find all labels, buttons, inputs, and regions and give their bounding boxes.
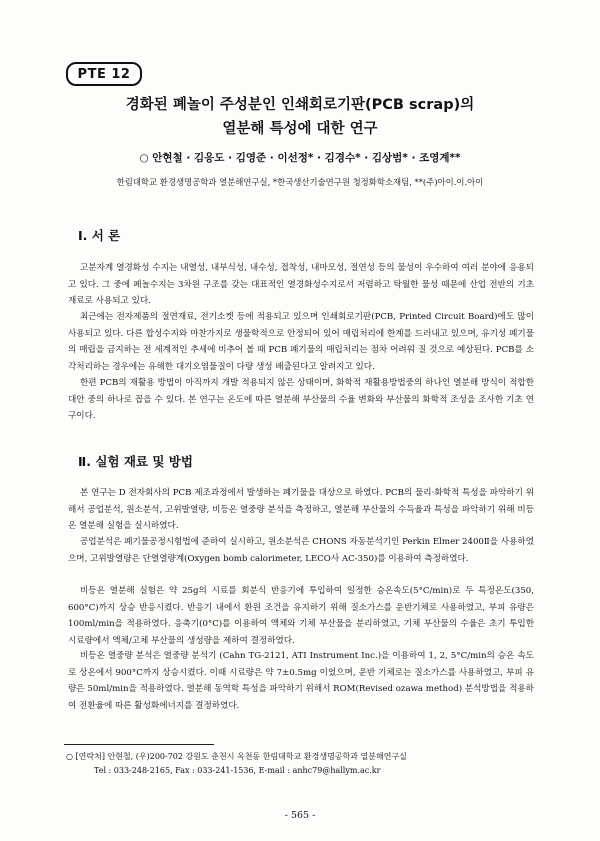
paper-title-line-2: 열분해 특성에 대한 연구: [222, 121, 378, 137]
author-list: ○ 안현철 · 김응도 · 김영준 · 이선정* · 김경수* · 김상범* · 조영계**: [139, 152, 461, 164]
footnote-divider: [64, 744, 214, 745]
page-number: - 565 -: [284, 810, 316, 821]
body-paragraph: 최근에는 전자제품의 절연재료, 전기소켓 등에 적용되고 있으며 인쇄회로기판(PCB, Printed Circuit Board)에도 많이 사용되고 있다. 다른 합성수지와 마찬가지로 생물학적으로 안정되어 있어 매립처리에 한계를 드러내고 있으며, 유기성 폐기물의 매립을 금지하는 전 세계적인 추세에 비추어 볼 때 PCB 폐기물의 매립처리는 점차 어려워 질 것으로 예상된다. PCB를 소각처리하는 경우에는 유해한 대기오염물질이 다량 생성 배출된다고 알려지고 있다.: [68, 312, 534, 372]
body-paragraph: 비등온 열중량 분석은 열중량 분석기 (Cahn TG-2121, ATI Instrument Inc.)을 이용하여 1, 2, 5°C/min의 승온 속도로 상온에서 900°C까지 상승시켰다. 이때 시료량은 약 7±0.5mg 이었으며, 운반 기체로는 질소가스를 사용하였고, 부피 유량은 50ml/min을 적용하였다. 열분해 동역학 특성을 파악하기 위해서 ROM(Revised ozawa method) 분석방법을 적용하여 전환율에 따른 활성화에너지를 결정하였다.: [68, 651, 534, 711]
section-heading-introduction: Ⅰ. 서 론: [78, 228, 121, 243]
body-paragraph: 비등온 열분해 실험은 약 25g의 시료를 회분식 반응기에 투입하여 일정한 승온속도(5°C/min)로 두 특정온도(350, 600°C)까지 상승 반응시켰다. 반응기 내에서 환원 조건을 유지하기 위해 질소가스를 운반기체로 사용하였고, 부피 유량은 100ml/min을 적용하였다. 응축기(0°C)를 이용하여 액체와 기체 부산물을 분리하였고, 기체 부산물의 수율은 초기 투입한 시료량에서 액체/고체 부산물의 생성량을 제하여 결정하였다.: [68, 586, 534, 646]
section-heading-methods: Ⅱ. 실험 재료 및 방법: [78, 454, 193, 469]
footnote-contact: ○ [연락처] 안현철, (우)200-702 강원도 춘천시 옥천동 한림대학교 환경생명공학과 열분해연구실: [66, 752, 407, 761]
paper-title-line-1: 경화된 폐놀이 주성분인 인쇄회로기판(PCB scrap)의: [125, 97, 475, 113]
footnote-phone-email: Tel : 033-248-2165, Fax : 033-241-1536, E-mail : anhc79@hallym.ac.kr: [94, 766, 381, 775]
body-paragraph: 공업분석은 폐기물공정시험법에 준하여 실시하고, 원소분석은 CHONS 자동분석기인 Perkin Elmer 2400Ⅱ을 사용하였으며, 고위발열량은 단열열량계(Oxygen bomb calorimeter, LECO사 AC-350)를 이용하여 측정하였다.: [68, 537, 534, 564]
affiliation-line: 한림대학교 환경생명공학과 열분해연구실, *한국생산기술연구원 청정화학소재팀, **(주)아이.이.아이: [116, 177, 484, 187]
session-badge: PTE 12: [66, 62, 142, 86]
body-paragraph: 고분자계 열경화성 수지는 내열성, 내부식성, 내수성, 접착성, 내마모성, 절연성 등의 물성이 우수하여 여러 분야에 응용되고 있다. 그 중에 페놀수지는 3차원 구조를 갖는 대표적인 열경화성수지로서 저렴하고 탁월한 물성 때문에 산업 전반의 기초재료로 사용되고 있다.: [68, 263, 534, 307]
body-paragraph: 한편 PCB의 재활용 방법이 아직까지 개발 적용되지 않은 상태이며, 화학적 재활용방법중의 하나인 열분해 방식이 적합한 대안 중의 하나로 꼽을 수 있다. 본 연구는 온도에 따른 열분해 부산물의 수율 변화와 부산물의 화학적 조성을 조사한 기초 연구이다.: [68, 378, 534, 422]
body-paragraph: 본 연구는 D 전자회사의 PCB 제조과정에서 발생하는 폐기물을 대상으로 하였다. PCB의 물리·화학적 특성을 파악하기 위해서 공업분석, 원소분석, 고위발열량, 비등온 열중량 분석을 측정하고, 열분해 부산물의 수득율과 특성을 파악하기 위해 비등온 열분해 실험을 실시하였다.: [68, 488, 534, 532]
